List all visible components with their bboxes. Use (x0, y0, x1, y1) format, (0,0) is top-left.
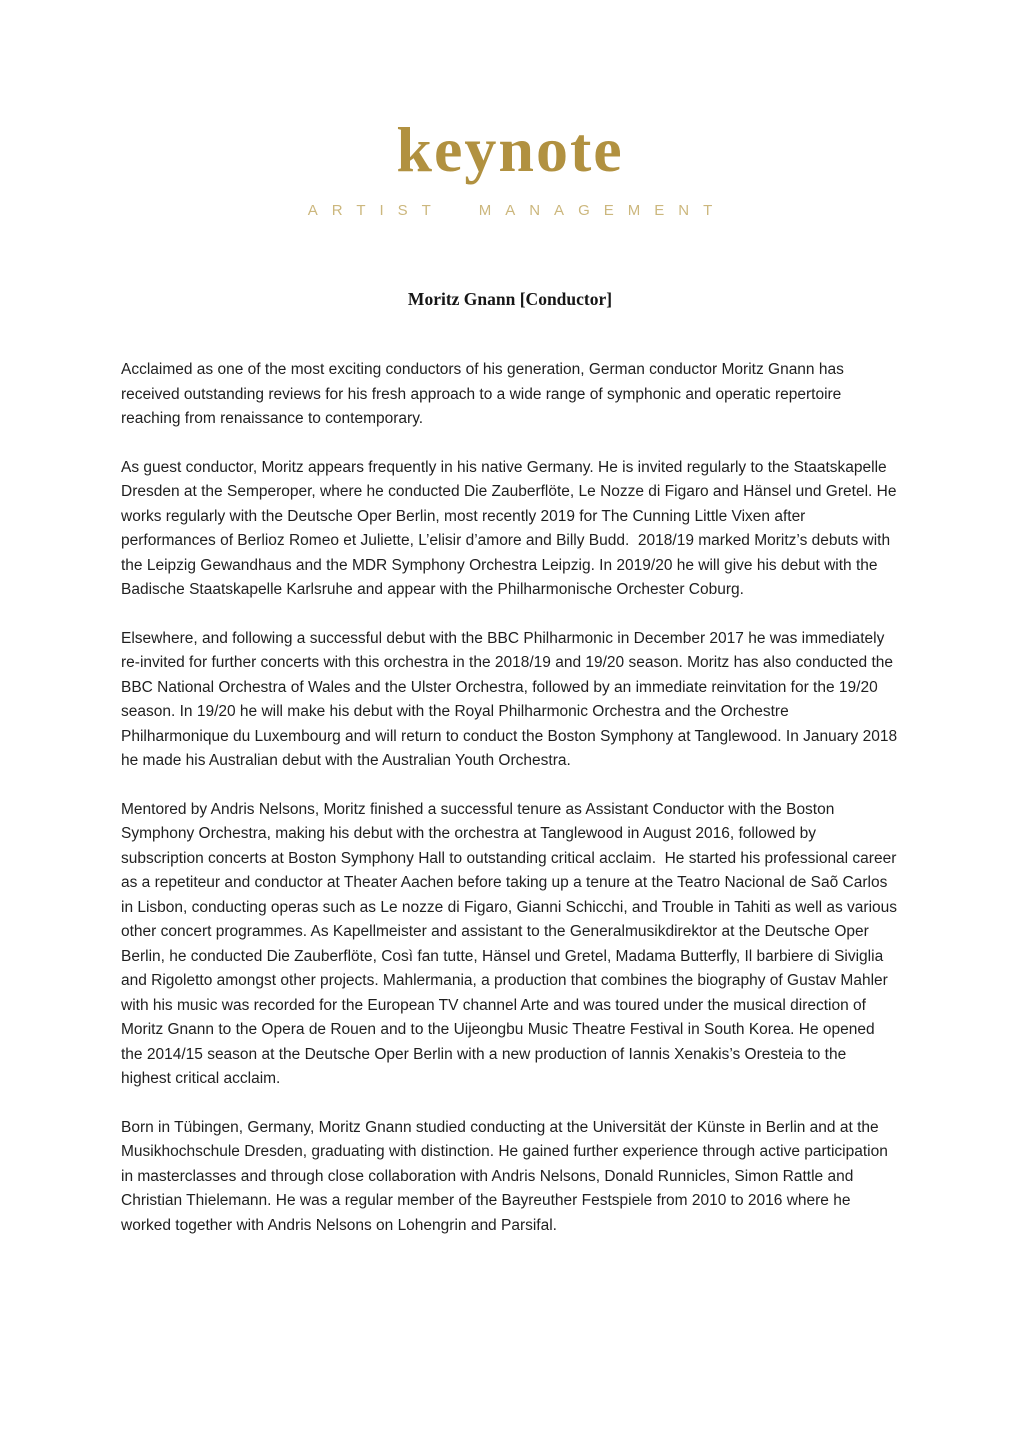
keynote-wordmark: keynote (396, 114, 624, 185)
biography-text (121, 358, 902, 1238)
keynote-logo (0, 0, 1020, 219)
body-paragraph-2: As guest conductor, Moritz appears frequently in his native Germany. He is invited regularly to the Staatskapelle Dresden at the Semperoper, where he conducted Die Zauberflöte, Le Nozze di Figaro and Hänsel und Gretel. He works regularly with the Deutsche Oper Berlin, most recently 2019 for The Cunning Little Vixen after performances of Berlioz Romeo et Juliette, L’elisir d’amore and Billy Budd. 2018/19 marked Moritz’s debuts with the Leipzig Gewandhaus and the MDR Symphony Orchestra Leipzig. In 2019/20 he will give his debut with the Badische Staatskapelle Karlsruhe and appear with the Philharmonische Orchester Coburg. (121, 458, 901, 598)
body-paragraph-1: Acclaimed as one of the most exciting conductors of his generation, German conductor Moritz Gnann has received outstanding reviews for his fresh approach to a wide range of symphonic and operatic repertoire reaching from renaissance to contemporary. (121, 361, 849, 427)
keynote-tagline: ARTIST MANAGEMENT (307, 202, 727, 219)
body-paragraph-5: Born in Tübingen, Germany, Moritz Gnann studied conducting at the Universität der Künste in Berlin and at the Musikhochschule Dresden, graduating with distinction. He gained further experience through active participation in masterclasses and through close collaboration with Andris Nelsons, Donald Runnicles, Simon Rattle and Christian Thielemann. He was a regular member of the Bayreuther Festspiele from 2010 to 2016 where he worked together with Andris Nelsons on Lohengrin and Parsifal. (121, 1118, 893, 1234)
body-paragraph-4: Mentored by Andris Nelsons, Moritz finished a successful tenure as Assistant Conductor with the Boston Symphony Orchestra, making his debut with the orchestra at Tanglewood in August 2016, followed by subscription concerts at Boston Symphony Hall to outstanding critical acclaim. He started his professional career as a repetiteur and conductor at Theater Aachen before taking up a tenure at the Teatro Nacional de Saõ Carlos in Lisbon, conducting operas such as Le nozze di Figaro, Gianni Schicchi, and Trouble in Tahiti as well as various other concert programmes. As Kapellmeister and assistant to the Generalmusikdirektor at the Deutsche Oper Berlin, he conducted Die Zauberflöte, Così fan tutte, Hänsel und Gretel, Madama Butterfly, Il barbiere di Siviglia and Rigoletto amongst other projects. Mahlermania, a production that combines the biography of Gustav Mahler with his music was recorded for the European TV channel Arte and was toured under the musical direction of Moritz Gnann to the Opera de Rouen and to the Uijeongbu Music Theatre Festival in South Korea. He opened the 2014/15 season at the Deutsche Oper Berlin with a new production of Iannis Xenakis’s Oresteia to the highest critical acclaim. (121, 800, 902, 1087)
page-title: Moritz Gnann [Conductor] (407, 289, 613, 309)
body-paragraph-3: Elsewhere, and following a successful debut with the BBC Philharmonic in December 2017 he was immediately re-invited for further concerts with this orchestra in the 2018/19 and 19/20 season. Moritz has also conducted the BBC National Orchestra of Wales and the Ulster Orchestra, followed by an immediate reinvitation for the 19/20 season. In 19/20 he will make his debut with the Royal Philharmonic Orchestra and the Orchestre Philharmonique du Luxembourg and will return to conduct the Boston Symphony at Tanglewood. In January 2018 he made his Australian debut with the Australian Youth Orchestra. (121, 629, 902, 769)
